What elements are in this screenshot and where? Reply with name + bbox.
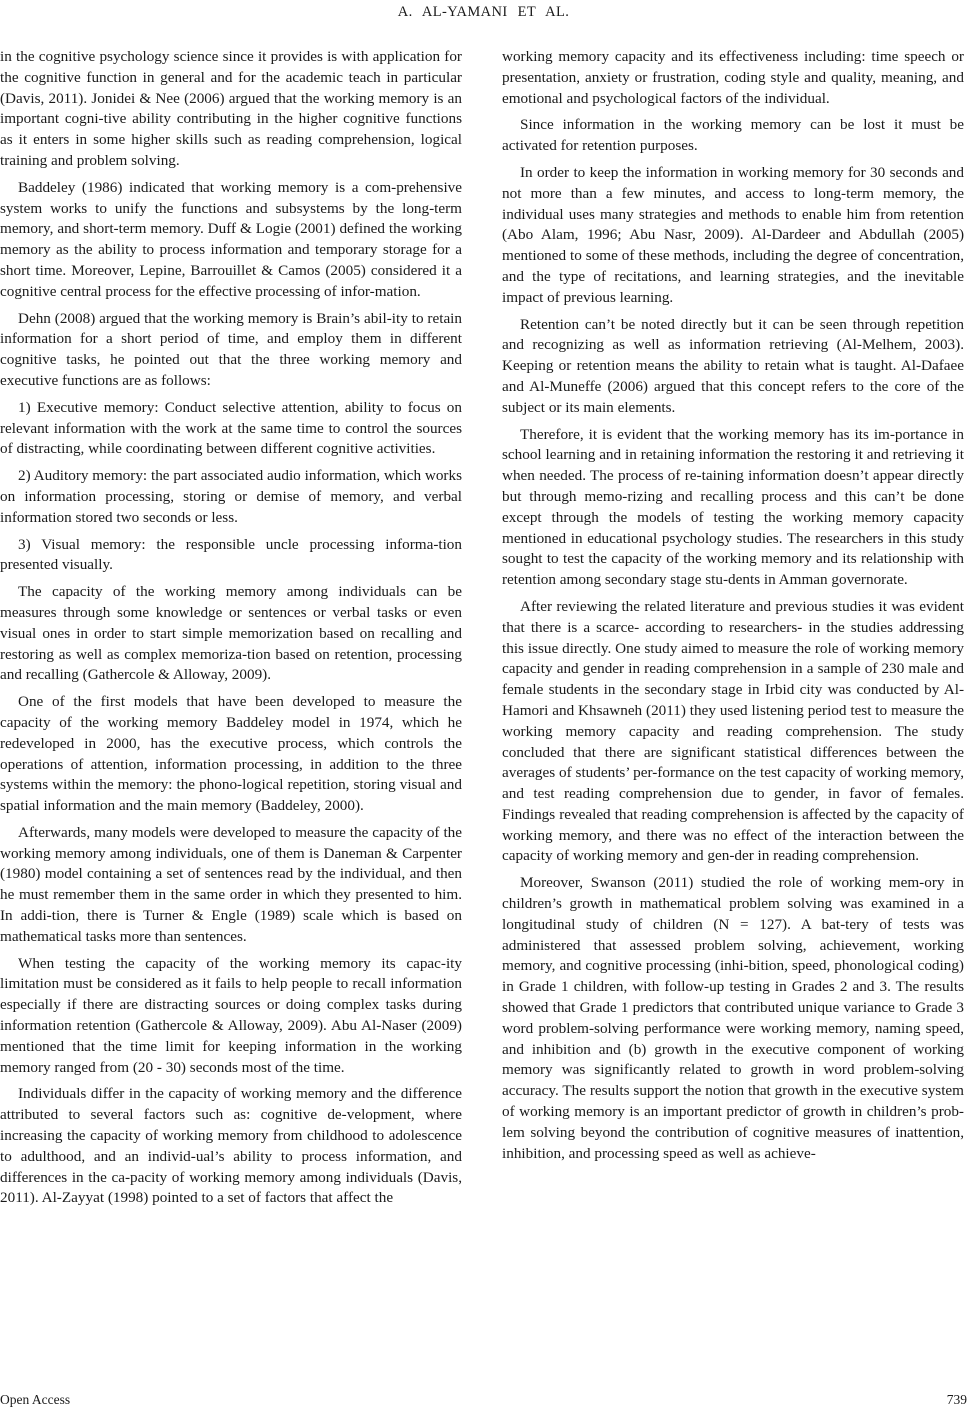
paragraph: 3) Visual memory: the responsible uncle processing informa-tion presented visually. — [0, 535, 462, 574]
paragraph: 1) Executive memory: Conduct selective attention, ability to focus on relevant information with the work at the same time to control the sources of distracting, while coordinating between different cognitive activities. — [0, 398, 462, 458]
paragraph: Baddeley (1986) indicated that working memory is a com-prehensive system works to unify the functions and subsystems by the long-term memory, and short-term memory. Duff & Logie (2001) defined the working memory as the ability to process information and temporary storage for a short time. Moreover, Lepine, Barrouillet & Camos (2005) considered it a cognitive central process for the effective processing of infor-mation. — [0, 178, 462, 300]
paragraph: Since information in the working memory can be lost it must be activated for retention purposes. — [502, 116, 964, 155]
paragraph: working memory capacity and its effectiveness including: time speech or presentation, anxiety or frustration, coding style and quality, meaning, and emotional and psychological factors of the individual. — [502, 48, 964, 107]
paragraph: Therefore, it is evident that the working memory has its im-portance in school learning and in retaining information the restoring it and retrieving it when needed. The process of re-taining information doesn’t appear directly but through memo-rizing and recalling process and this can’t be done except through the models of testing the working memory capacity mentioned in educational psychology studies. The researchers in this study sought to test the capacity of the working memory and its relationship with retention among secondary stage stu-dents in Amman governorate. — [502, 425, 964, 589]
paragraph: in the cognitive psychology science since it provides is with application for the cognitive function in general and for the academic teach in particular (Davis, 2011). Jonidei & Nee (2006) argued that the working memory is an important cogni-tive ability contributing in the higher cognitive functions as it enters in some higher skills such as reading comprehension, logical training and problem solving. — [0, 48, 462, 169]
page-number: 739 — [946, 1392, 967, 1407]
paragraph: The capacity of the working memory among individuals can be measures through some knowledge or sentences or verbal tasks or even visual ones in order to start simple memorization based on recalling and restoring as well as complex memoriza-tion based on retention, processing and recalling (Gathercole & Alloway, 2009). — [0, 583, 462, 684]
running-header: A. AL-YAMANI ET AL. — [397, 4, 570, 20]
paragraph: When testing the capacity of the working memory its capac-ity limitation must be considered as it fails to help people to recall information especially if there are distracting sources or doing complex tasks during information retention (Gathercole & Alloway, 2009). Abu Al-Naser (2009) mentioned that the time limit for keeping information in the working memory ranged from (20 - 30) seconds most of the time. — [0, 954, 462, 1076]
footer-open-access: Open Access — [0, 1392, 71, 1407]
paragraph: Moreover, Swanson (2011) studied the role of working mem-ory in children’s growth in mathematical problem solving was examined in a longitudinal study of children (N = 127). A bat-tery of tests was administered that assessed problem solving, achievement, working memory, and cognitive processing (inhi-bition, speed, phonological coding) in Grade 1 children, with follow-up testing in Grades 2 and 3. The results showed that Grade 1 predictors that contributed unique variance to Grade 3 word problem-solving performance were working memory, naming speed, and inhibition and (b) growth in the executive component of working memory was significantly related to growth in word problem-solving accuracy. The results support the notion that growth in the executive system of working memory is an important predictor of growth in children’s prob-lem solving beyond the contribution of cognitive measures of inattention, inhibition, and processing speed as well as achieve- — [502, 874, 964, 1162]
paragraph: 2) Auditory memory: the part associated audio information, which works on information processing, storing or demise of memory, and verbal information stored two seconds or less. — [0, 467, 462, 526]
paragraph: Dehn (2008) argued that the working memory is Brain’s abil-ity to retain information for a short period of time, and employ them in different cognitive tasks, he pointed out that the three working memory and executive functions are as follows: — [0, 309, 462, 389]
paragraph: After reviewing the related literature and previous studies it was evident that there is a scarce- according to researchers- in the studies addressing this issue directly. One study aimed to measure the role of working memory capacity and gender in reading comprehension in a sample of 230 male and female students in the secondary stage in Irbid city was conducted by Al-Hamori and Khsawneh (2011) they used listening period test to measure the working memory capacity and reading comprehension. The study concluded that there are significant statistical differences between the averages of students’ per-formance on the test capacity of working memory, and test reading comprehension due to gender, in favor of females. Findings revealed that reading comprehension is affected by the capacity of working memory, and there was no effect of the interaction between the capacity of working memory and gen-der in reading comprehension. — [502, 597, 964, 865]
paragraph: Afterwards, many models were developed to measure the capacity of the working memory among individuals, one of them is Daneman & Carpenter (1980) model containing a set of sentences read by the individual, and then he must remember them in the same order in which they presented to him. In addi-tion, there is Turner & Engle (1989) scale which is based on mathematical tasks more than sentences. — [0, 823, 462, 945]
paragraph: Individuals differ in the capacity of working memory and the difference attributed to several factors such as: cognitive de-velopment, where increasing the capacity of working memory from childhood to adolescence to adulthood, and an individ-ual’s ability to process information, and differences in the ca-pacity of working memory among individuals (Davis, 2011). Al-Zayyat (1998) pointed to a set of factors that affect the — [0, 1085, 462, 1207]
paragraph: One of the first models that have been developed to measure the capacity of the working memory Baddeley model in 1974, which he redeveloped in 2000, has the executive process, which controls the operations of attention, information processing, in addition to the three systems within the memory: the phono-logical repetition, storing visual and spatial information and the main memory (Baddeley, 2000). — [0, 693, 462, 815]
paragraph: Retention can’t be noted directly but it can be seen through repetition and recognizing as well as information retrieving (Al-Melhem, 2003). Keeping or retention means the ability to retain what is taught. Al-Dafaee and Al-Muneffe (2006) argued that this concept refers to the core of the subject or its main elements. — [502, 315, 964, 416]
paragraph: In order to keep the information in working memory for 30 seconds and not more than a few minutes, and access to long-term memory, the individual uses many strategies and methods to enable him from retention (Abo Alam, 1996; Abu Nasr, 2009). Al-Dardeer and Abdullah (2005) mentioned to some of these methods, including the degree of concentration, and the type of recitations, and learning strategies, and the inevitable impact of previous learning. — [502, 163, 964, 306]
right-column — [502, 47, 964, 1170]
left-column — [0, 47, 462, 1215]
